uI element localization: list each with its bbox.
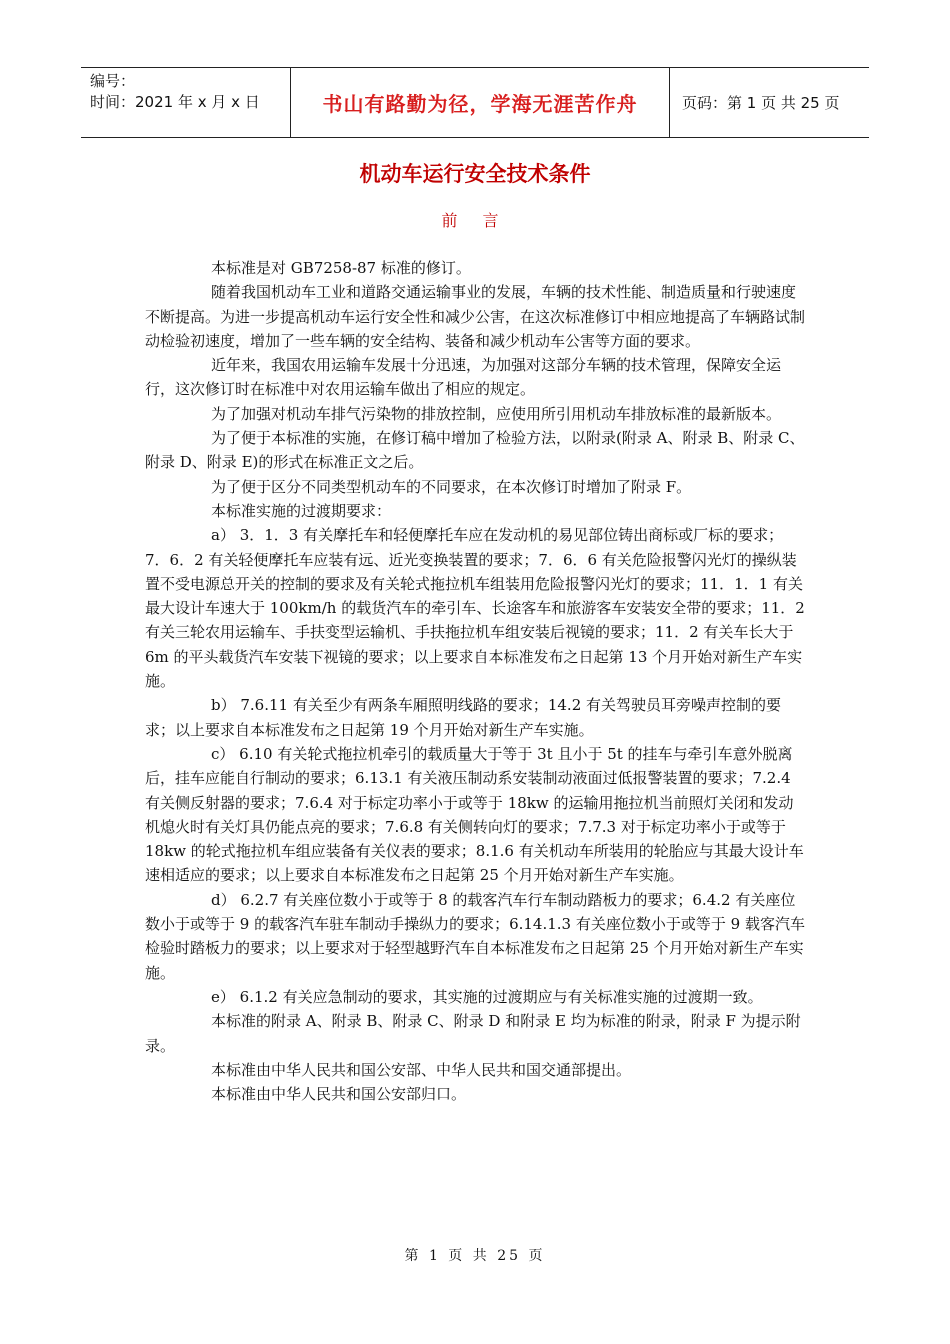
page-footer: 第 1 页 共 25 页 — [404, 1248, 546, 1264]
paragraph: 本标准的附录 A、附录 B、附录 C、附录 D 和附录 E 均为标准的附录，附录 F 为提示附录。 — [145, 1012, 801, 1055]
paragraph: d） 6.2.7 有关座位数小于或等于 8 的载客汽车行车制动踏板力的要求；6.4.2 有关座位数小于或等于 9 的载客汽车驻车制动手操纵力的要求；6.14.1.3 有关座位数小于或等于 9 载客汽车检验时踏板力的要求；以上要求对于轻型越野汽车自本标准发布之日起第 25 个月开始对新生产车实施。 — [145, 890, 805, 982]
header-page-info-cell — [670, 68, 869, 137]
header-page-info: 页码：第 1 页 共 25 页 — [682, 94, 840, 112]
paragraph: c） 6.10 有关轮式拖拉机牵引的载质量大于等于 3t 且小于 5t 的挂车与牵引车意外脱离后，挂车应能自行制动的要求；6.13.1 有关液压制动系安装制动液面过低报警装置的要求；7.2.4 有关侧反射器的要求；7.6.4 对于标定功率小于或等于 18kw 的运输用拖拉机当前照灯关闭和发动机熄火时有关灯具仍能点亮的要求；7.6.8 有关侧转向灯的要求；7.7.3 对于标定功率小于或等于 18kw 的轮式拖拉机车组应装备有关仪表的要求；8.1.6 有关机动车所装用的轮胎应与其最大设计车速相适应的要求；以上要求自本标准发布之日起第 25 个月开始对新生产车实施。 — [145, 744, 804, 885]
paragraph: 为了便于区分不同类型机动车的不同要求，在本次修订时增加了附录 F。 — [211, 477, 692, 496]
paragraph: 为了便于本标准的实施，在修订稿中增加了检验方法，以附录(附录 A、附录 B、附录 C、附录 D、附录 E)的形式在标准正文之后。 — [145, 429, 805, 472]
paragraph: b） 7.6.11 有关至少有两条车厢照明线路的要求；14.2 有关驾驶员耳旁噪声控制的要求；以上要求自本标准发布之日起第 19 个月开始对新生产车实施。 — [145, 696, 782, 739]
paragraph: 本标准由中华人民共和国公安部归口。 — [211, 1085, 467, 1104]
document-header — [81, 67, 869, 138]
document-title: 机动车运行安全技术条件 — [359, 162, 591, 186]
paragraph: a） 3．1．3 有关摩托车和轻便摩托车应在发动机的易见部位铸出商标或厂标的要求；7．6．2 有关轻便摩托车应装有远、近光变换装置的要求；7．6．6 有关危险报警闪光灯的操纵装置不受电源总开关的控制的要求及有关轮式拖拉机车组装用危险报警闪光灯的要求；11．1．1 有关最大设计车速大于 100km/h 的载货汽车的牵引车、长途客车和旅游客车安装安全带的要求；11．2 有关三轮农用运输车、手扶变型运输机、手扶拖拉机车组安装后视镜的要求；11．2 有关车长大于 6m 的平头载货汽车安装下视镜的要求；以上要求自本标准发布之日起第 13 个月开始对新生产车实施。 — [145, 526, 805, 691]
paragraph: 本标准由中华人民共和国公安部、中华人民共和国交通部提出。 — [211, 1060, 632, 1079]
paragraph: 近年来，我国农用运输车发展十分迅速，为加强对这部分车辆的技术管理，保障安全运行，这次修订时在标准中对农用运输车做出了相应的规定。 — [145, 356, 782, 399]
paragraph: 本标准是对 GB7258-87 标准的修订。 — [211, 259, 471, 277]
document-time-label: 时间：2021 年 x 月 x 日 — [90, 93, 260, 111]
header-motto: 书山有路勤为径，学海无涯苦作舟 — [322, 92, 638, 116]
document-body — [145, 256, 805, 1106]
header-meta — [81, 68, 290, 137]
header-motto-cell — [290, 68, 670, 137]
paragraph: 为了加强对机动车排气污染物的排放控制，应使用所引用机动车排放标准的最新版本。 — [211, 404, 782, 423]
paragraph: e） 6.1.2 有关应急制动的要求，其实施的过渡期应与有关标准实施的过渡期一致。 — [211, 987, 763, 1006]
paragraph: 本标准实施的过渡期要求： — [211, 501, 392, 520]
paragraph: 随着我国机动车工业和道路交通运输事业的发展，车辆的技术性能、制造质量和行驶速度不断提高。为进一步提高机动车运行安全性和减少公害，在这次标准修订中相应地提高了车辆路试制动检验初速度，增加了一些车辆的安全结构、装备和减少机动车公害等方面的要求。 — [145, 283, 806, 350]
document-code-label: 编号： — [90, 72, 136, 90]
section-heading-preface: 前 言 — [441, 211, 509, 230]
